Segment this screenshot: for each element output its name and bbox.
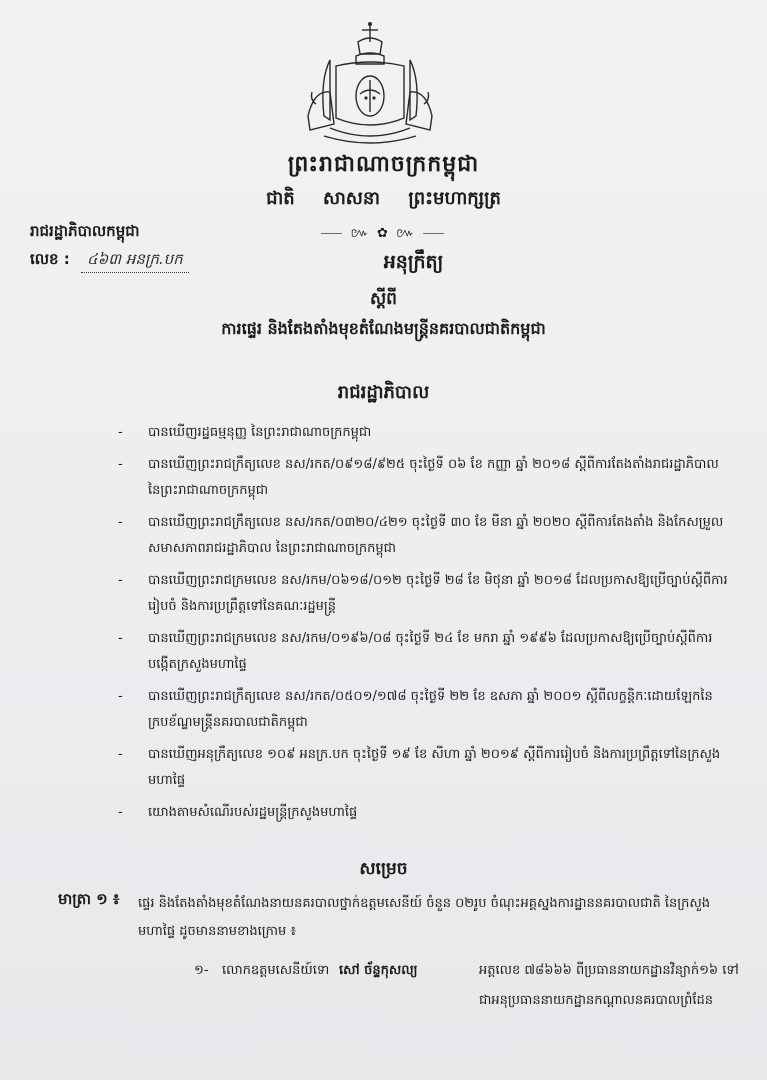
article-text: ផ្ទេរ និងតែងតាំងមុខតំណែងនាយនគរបាលថ្នាក់ឧត្តមសេនីយ៍ ចំនួន ០២រូប ចំណុះអគ្គស្នងការដ្ឋាននគរបាលជាតិ នៃក្រសួងមហាផ្ទៃ ដូចមាននាមខាងក្រោម ៖ xyxy=(138,896,711,939)
list-item: - បានឃើញព្រះរាជក្រមលេខ នស/រកម/០៦១៨/០១២ ចុះថ្ងៃទី ២៨ ខែ មិថុនា ឆ្នាំ ២០១៨ ដែលប្រកាសឱ្យប្រើច្បាប់ស្តីពីការរៀបចំ និងការប្រព្រឹត្តទៅនៃគណៈរដ្ឋមន្ត្រី xyxy=(118,568,728,620)
dash-bullet: - xyxy=(118,805,123,820)
entry-rank: លោកឧត្តមសេនីយ៍ទោ xyxy=(222,963,330,978)
document-subject: ការផ្ទេរ និងតែងតាំងមុខតំណែងមន្ត្រីនគរបាលជាតិកម្ពុជា xyxy=(221,319,546,338)
list-item: - បានឃើញព្រះរាជក្រឹត្យលេខ នស/រកត/០៥០១/១៧៨ ចុះថ្ងៃទី ២២ ខែ ឧសភា ឆ្នាំ ២០០១ ស្តីពីលក្ខន្តិកៈដោយឡែកនៃក្របខ័ណ្ឌមន្ត្រីនគរបាលជាតិកម្ពុជា xyxy=(118,684,728,736)
about-label: ស្តីពី xyxy=(370,289,397,309)
article-label: មាត្រា ១ ៖ xyxy=(58,890,120,908)
dash-bullet: - xyxy=(118,573,123,588)
number-value: ៤៦៣ អនក្រ.បក xyxy=(81,250,189,273)
list-item: - យោងតាមសំណើរបស់រដ្ឋមន្ត្រីក្រសួងមហាផ្ទៃ xyxy=(118,800,728,826)
government-label: រាជរដ្ឋាភិបាលកម្ពុជា xyxy=(30,222,140,240)
kingdom-name: ព្រះរាជាណាចក្រកម្ពុជា xyxy=(287,152,480,177)
entry-description: អត្តលេខ ៧៨៦៦៦ ពីប្រធាននាយកដ្ឋានវិន្យាក់១៦ ទៅជាអនុប្រធាននាយកដ្ឋានកណ្តាលនគរបាលព្រំដែន xyxy=(479,963,739,1008)
dash-bullet: - xyxy=(118,457,123,472)
royal-arms-emblem xyxy=(300,20,440,150)
decision-heading: សម្រេច xyxy=(359,859,408,879)
dash-bullet: - xyxy=(118,689,123,704)
dash-bullet: - xyxy=(118,747,123,762)
issuer-heading: រាជរដ្ឋាភិបាល xyxy=(337,382,430,403)
list-item: - បានឃើញអនុក្រឹត្យលេខ ១០៩ អនក្រ.បក ចុះថ្ងៃទី ១៩ ខែ សីហា ឆ្នាំ ២០១៩ ស្តីពីការរៀបចំ និងការប្រព្រឹត្តទៅនៃក្រសួងមហាផ្ទៃ xyxy=(118,742,728,794)
entry-number: ១- xyxy=(194,963,209,978)
list-item: - បានឃើញព្រះរាជក្រមលេខ នស/រកម/០១៩៦/០៨ ចុះថ្ងៃទី ២៤ ខែ មករា ឆ្នាំ ១៩៩៦ ដែលប្រកាសឱ្យប្រើច្បាប់ស្តីពីការបង្កើតក្រសួងមហាផ្ទៃ xyxy=(118,626,728,678)
list-item: - បានឃើញព្រះរាជក្រឹត្យលេខ នស/រកត/០៩១៨/៩២៥ ចុះថ្ងៃទី ០៦ ខែ កញ្ញា ឆ្នាំ ២០១៨ ស្តីពីការតែងតាំងរាជរដ្ឋាភិបាល នៃព្រះរាជាណាចក្រកម្ពុជា xyxy=(118,452,728,504)
considerations-list xyxy=(118,420,728,826)
national-motto: ជាតិ សាសនា ព្រះមហាក្សត្រ xyxy=(266,188,501,209)
list-item: - បានឃើញព្រះរាជក្រឹត្យលេខ នស/រកត/០៣២០/៤២១ ចុះថ្ងៃទី ៣០ ខែ មីនា ឆ្នាំ ២០២០ ស្តីពីការតែងតាំង និងកែសម្រួលសមាសភាពរាជរដ្ឋាភិបាល នៃព្រះរាជាណាចក្រកម្ពុជា xyxy=(118,510,728,562)
dash-bullet: - xyxy=(118,515,123,530)
document-type: អនុក្រឹត្យ xyxy=(383,251,444,273)
dash-bullet: - xyxy=(118,425,123,440)
list-item: - បានឃើញរដ្ឋធម្មនុញ្ញ នៃព្រះរាជាណាចក្រកម្ពុជា xyxy=(118,420,728,446)
entry-name: សៅ ច័ន្ទកុសល្យ xyxy=(339,963,418,978)
ornament-divider: ⸺ ៚ ✿ ៚ ⸺ xyxy=(320,226,447,241)
dash-bullet: - xyxy=(118,631,123,646)
number-label: លេខ : xyxy=(30,250,70,268)
